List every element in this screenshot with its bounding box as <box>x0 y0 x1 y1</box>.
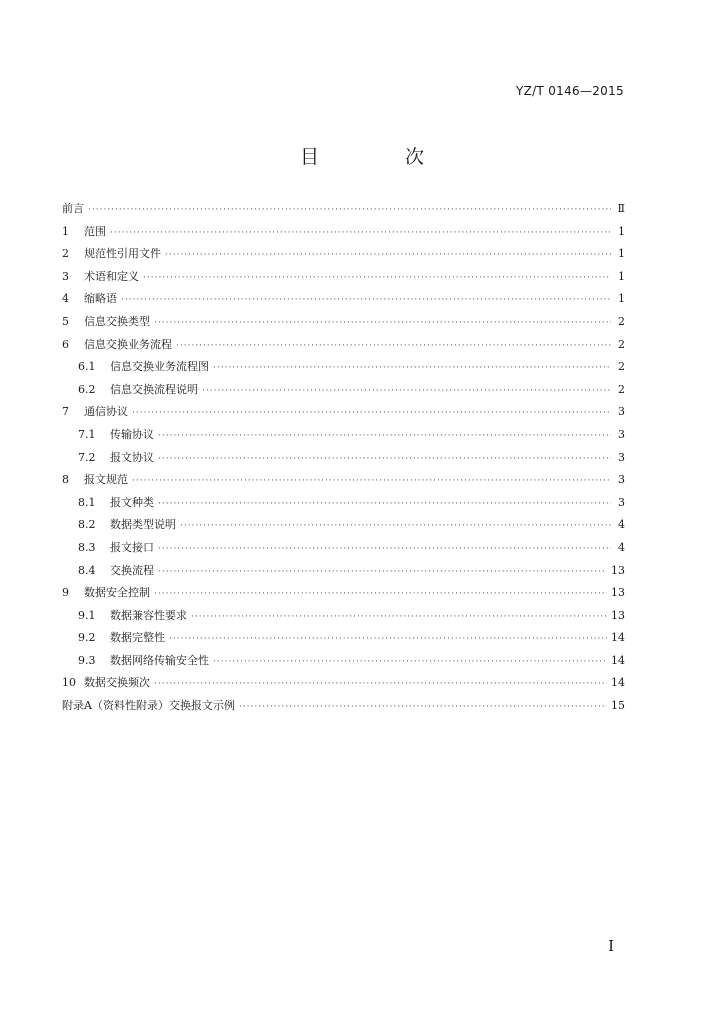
toc-entry[interactable] <box>62 537 625 560</box>
toc-entry-title: 传输协议 <box>110 427 154 441</box>
toc-entry-number: 10 <box>62 676 76 690</box>
toc-entry[interactable] <box>62 627 625 650</box>
toc-entry-title: 数据安全控制 <box>84 586 150 600</box>
toc-leader-dots <box>158 425 611 448</box>
toc-entry-page: 13 <box>611 586 625 600</box>
toc-entry-page: 4 <box>618 540 625 554</box>
toc-entry-page: 3 <box>618 495 625 509</box>
toc-entry-title: 信息交换业务流程图 <box>110 360 209 374</box>
toc-entry-number: 6.2 <box>78 382 96 396</box>
toc-leader-dots <box>154 583 607 606</box>
toc-entry-title: 缩略语 <box>84 292 117 306</box>
toc-entry-title: 报文接口 <box>110 540 154 554</box>
toc-leader-dots <box>132 402 611 425</box>
toc-leader-dots <box>158 538 611 561</box>
toc-entry[interactable] <box>62 334 625 357</box>
toc-leader-dots <box>213 357 611 380</box>
toc-entry[interactable] <box>62 582 625 605</box>
toc-entry-label <box>78 447 158 470</box>
toc-entry-number: 3 <box>62 269 69 283</box>
toc-entry-label <box>78 379 202 402</box>
toc-entry-number: 8.4 <box>78 563 96 577</box>
toc-entry[interactable] <box>62 311 625 334</box>
toc-leader-dots <box>239 696 607 719</box>
toc-entry-page: 15 <box>611 699 625 713</box>
toc-leader-dots <box>213 651 607 674</box>
toc-leader-dots <box>132 470 611 493</box>
toc-entry-title: 范围 <box>84 224 106 238</box>
toc-entry-page: 4 <box>618 518 625 532</box>
toc-entry-title: 数据兼容性要求 <box>110 608 187 622</box>
toc-leader-dots <box>154 673 607 696</box>
toc-entry[interactable] <box>62 447 625 470</box>
toc-entry[interactable] <box>62 605 625 628</box>
toc-entry-label <box>78 492 158 515</box>
toc-entry-number: 1 <box>62 224 69 238</box>
toc-entry-number: 8.1 <box>78 495 96 509</box>
toc-entry[interactable] <box>62 424 625 447</box>
toc-entry-page: 2 <box>618 337 625 351</box>
toc-entry[interactable] <box>62 672 625 695</box>
toc-entry-page: 3 <box>618 427 625 441</box>
toc-entry-page: 13 <box>611 608 625 622</box>
toc-leader-dots <box>165 244 611 267</box>
toc-entry-number: 8 <box>62 473 69 487</box>
toc-entry-label <box>62 266 143 289</box>
toc-entry-label <box>78 356 213 379</box>
toc-entry-number: 8.3 <box>78 540 96 554</box>
toc-entry-label <box>62 401 132 424</box>
toc-entry-number: 7.2 <box>78 450 96 464</box>
toc-entry-number: 4 <box>62 292 69 306</box>
toc-entry-label <box>78 605 191 628</box>
toc-entry[interactable] <box>62 695 625 718</box>
toc-entry-title: 前言 <box>62 202 84 215</box>
toc-entry-label <box>62 243 165 266</box>
toc-entry-page: 2 <box>618 382 625 396</box>
toc-entry[interactable] <box>62 288 625 311</box>
toc-entry-number: 9 <box>62 586 69 600</box>
toc-leader-dots <box>169 628 607 651</box>
toc-entry-title: 信息交换业务流程 <box>84 337 172 351</box>
toc-leader-dots <box>88 199 611 222</box>
toc-entry[interactable] <box>62 266 625 289</box>
toc-entry-title: 数据网络传输安全性 <box>110 653 209 667</box>
toc-entry-label <box>78 650 213 673</box>
toc-entry-label <box>62 672 154 695</box>
toc-entry-number: 7.1 <box>78 427 96 441</box>
toc-entry-page: 1 <box>618 247 625 261</box>
toc-entry-page: 3 <box>618 473 625 487</box>
toc-entry[interactable] <box>62 401 625 424</box>
toc-entry-title: 数据交换频次 <box>84 676 150 690</box>
toc-entry-label <box>78 424 158 447</box>
toc-leader-dots <box>143 267 611 290</box>
toc-entry-number: 5 <box>62 314 69 328</box>
toc-entry-page: 1 <box>618 269 625 283</box>
toc-entry-page: 2 <box>618 360 625 374</box>
toc-entry-page: 3 <box>618 405 625 419</box>
toc-entry-title: 规范性引用文件 <box>84 247 161 261</box>
toc-leader-dots <box>121 289 611 312</box>
toc-entry-label <box>78 560 158 583</box>
toc-entry-number: 7 <box>62 405 69 419</box>
toc-entry-title: 信息交换类型 <box>84 314 150 328</box>
toc-entry-number: 9.1 <box>78 608 96 622</box>
toc-entry-number: 9.3 <box>78 653 96 667</box>
toc-entry-number: 2 <box>62 247 69 261</box>
standard-code: YZ/T 0146—2015 <box>515 84 624 98</box>
toc-entry-page: 2 <box>618 314 625 328</box>
toc-entry-title: 通信协议 <box>84 405 128 419</box>
toc-entry-page: 14 <box>611 653 625 667</box>
toc-entry-label <box>62 221 110 244</box>
toc-entry-label <box>62 311 154 334</box>
toc-entry-title: 附录A（资料性附录）交换报文示例 <box>62 699 235 713</box>
toc-title: 目 次 <box>299 146 465 168</box>
toc-entry[interactable] <box>62 221 625 244</box>
toc-entry-page: 13 <box>611 563 625 577</box>
toc-leader-dots <box>158 448 611 471</box>
toc-leader-dots <box>180 515 611 538</box>
toc-entry-label <box>78 627 169 650</box>
toc-leader-dots <box>191 606 607 629</box>
toc-entry[interactable] <box>62 356 625 379</box>
toc-entry-page: 14 <box>611 631 625 645</box>
toc-entry[interactable] <box>62 514 625 537</box>
toc-entry-page: 1 <box>618 292 625 306</box>
toc-entry-label <box>78 537 158 560</box>
toc-entry-number: 6 <box>62 337 69 351</box>
toc-entry[interactable] <box>62 243 625 266</box>
toc-entry-label <box>62 695 239 718</box>
table-of-contents <box>62 198 625 718</box>
toc-entry-title: 报文种类 <box>110 495 154 509</box>
toc-entry-label <box>62 334 176 357</box>
toc-entry[interactable] <box>62 492 625 515</box>
toc-entry-label <box>78 514 180 537</box>
toc-entry-number: 8.2 <box>78 518 96 532</box>
toc-entry-label <box>62 469 132 492</box>
toc-leader-dots <box>154 312 611 335</box>
toc-entry-page: 3 <box>618 450 625 464</box>
toc-entry-label <box>62 288 121 311</box>
toc-entry-title: 报文规范 <box>84 473 128 487</box>
toc-leader-dots <box>176 335 611 358</box>
toc-entry[interactable] <box>62 469 625 492</box>
toc-entry-title: 信息交换流程说明 <box>110 382 198 396</box>
toc-entry-title: 报文协议 <box>110 450 154 464</box>
toc-entry[interactable] <box>62 560 625 583</box>
toc-entry-page: 14 <box>611 676 625 690</box>
toc-entry-title: 数据完整性 <box>110 631 165 645</box>
toc-leader-dots <box>202 380 611 403</box>
toc-entry[interactable] <box>62 379 625 402</box>
toc-entry-label <box>62 582 154 605</box>
toc-entry-title: 术语和定义 <box>84 269 139 283</box>
toc-entry-number: 9.2 <box>78 631 96 645</box>
toc-leader-dots <box>110 222 611 245</box>
toc-leader-dots <box>158 493 611 516</box>
toc-entry-label <box>62 198 88 221</box>
toc-entry[interactable] <box>62 198 625 221</box>
toc-entry-page: 1 <box>618 224 625 238</box>
toc-entry[interactable] <box>62 650 625 673</box>
toc-leader-dots <box>158 561 607 584</box>
toc-entry-page: Ⅱ <box>617 202 625 215</box>
page-number: I <box>608 937 614 955</box>
toc-entry-title: 交换流程 <box>110 563 154 577</box>
toc-entry-number: 6.1 <box>78 360 96 374</box>
toc-entry-title: 数据类型说明 <box>110 518 176 532</box>
